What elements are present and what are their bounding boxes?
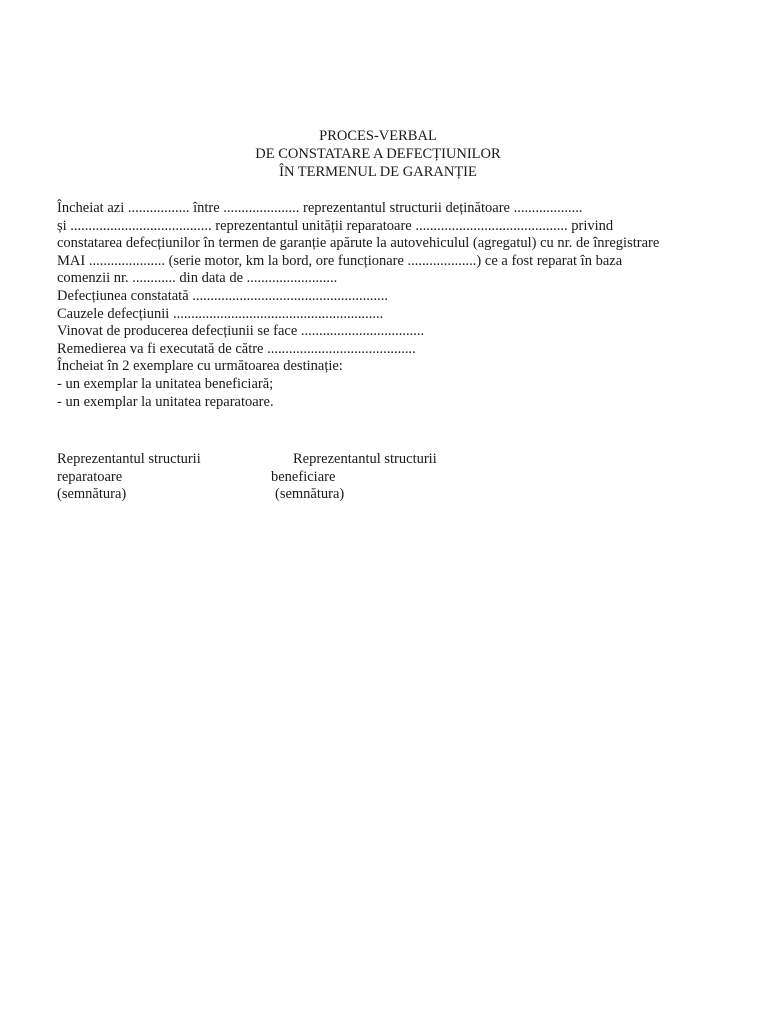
body-line: Vinovat de producerea defecțiunii se face ..................................: [57, 323, 425, 340]
signature-left-role: reparatoare: [57, 468, 123, 485]
body-line: Cauzele defecțiunii ..........................................................: [57, 305, 384, 322]
body-line: Remedierea va fi executată de către .........................................: [57, 340, 416, 357]
body-line: MAI ..................... (serie motor, km la bord, ore funcționare ...................) ce a fost reparat în baza: [57, 252, 623, 269]
signature-row: [57, 486, 717, 504]
signature-right-role: beneficiare: [271, 468, 336, 485]
body-line: - un exemplar la unitatea reparatoare.: [57, 393, 274, 410]
document-body: [57, 200, 717, 411]
document-title: [0, 127, 756, 181]
body-line: constatarea defecțiunilor în termen de garanție apărute la autovehiculul (agregatul) cu nr. de înregistrare: [57, 235, 660, 252]
body-line: Încheiat azi ................. între ..................... reprezentantul structurii deținătoare ...................: [57, 200, 583, 216]
signature-row: [57, 469, 717, 487]
signature-right-title: Reprezentantul structurii: [293, 451, 437, 467]
body-line: - un exemplar la unitatea beneficiară;: [57, 375, 274, 392]
body-line: comenzii nr. ............ din data de .........................: [57, 270, 338, 287]
signature-right-sign: (semnătura): [275, 486, 345, 503]
body-line: și ....................................... reprezentantul unității reparatoare .......................................... privind: [57, 217, 614, 234]
title-line-2: DE CONSTATARE A DEFECȚIUNILOR: [255, 146, 501, 162]
title-line-1: PROCES-VERBAL: [319, 128, 437, 144]
signature-left-title: Reprezentantul structurii: [57, 451, 201, 467]
signature-row: [57, 451, 717, 469]
title-line-3: ÎN TERMENUL DE GARANȚIE: [279, 164, 477, 180]
signature-block: [57, 451, 717, 504]
signature-left-sign: (semnătura): [57, 486, 127, 503]
body-line: Defecțiunea constatată ......................................................: [57, 287, 389, 304]
body-line: Încheiat în 2 exemplare cu următoarea destinație:: [57, 358, 343, 375]
